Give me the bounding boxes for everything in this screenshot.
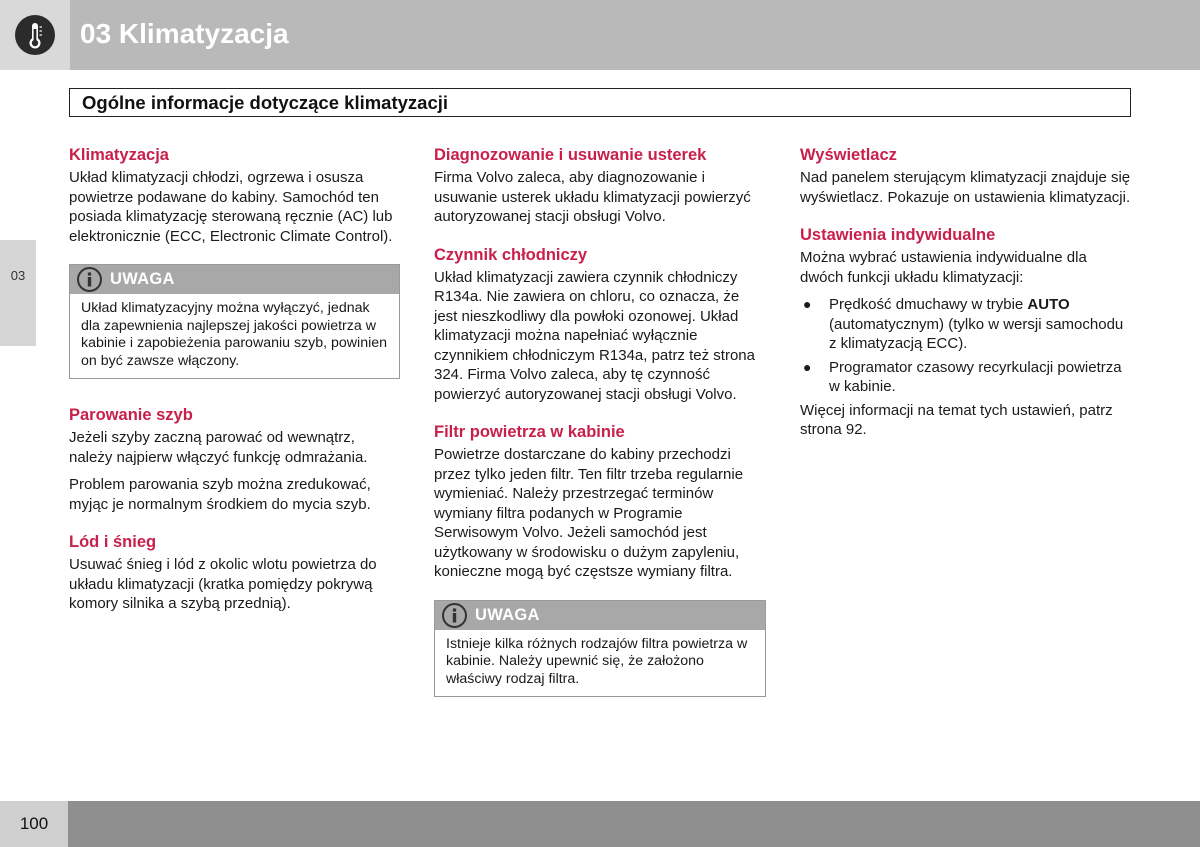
footer-band [0,801,1200,847]
note-label-1: UWAGA [110,270,175,288]
note-box-1 [69,264,400,379]
auto-mode-label: AUTO [1027,296,1070,313]
chapter-side-tab [0,240,36,346]
column-2 [434,145,766,697]
page-number: 100 [19,814,49,833]
heading-klimatyzacja: Klimatyzacja [69,146,169,164]
thermometer-icon [15,15,55,55]
column-3 [800,145,1132,440]
text-ustawienia: Można wybrać ustawienia indywidualne dla dwóch funkcji układu klimatyzacji: [800,249,1087,286]
heading-lod-i-snieg: Lód i śnieg [69,533,157,551]
text-wyswietlacz: Nad panelem sterującym klimatyzacji znajduje się wyświetlacz. Pokazuje on ustawienia klimatyzacji. [800,169,1131,206]
info-icon [76,266,103,293]
bullet-icon: ● [803,358,812,375]
note-label-2: UWAGA [475,605,540,624]
text-czynnik-chlodniczy: Układ klimatyzacji zawiera czynnik chłodniczy R134a. Nie zawiera on chloru, co oznacza, że jest nieszkodliwy dla powłoki ozonowej. Układ klimatyzacji można napełniać wyłącznie czynnikiem chłodniczym R134a, patrz też strona 324. Firma Volvo zaleca, aby tę czynność powierzyć autoryzowanej stacji obsługi Volvo. [434,268,755,403]
chapter-icon-area [0,0,70,70]
text-parowanie-1: Jeżeli szyby zaczną parować od wewnątrz, należy najpierw włączyć funkcję odmrażania. [69,429,368,466]
text-diagnozowanie: Firma Volvo zaleca, aby diagnozowanie i usuwanie usterek układu klimatyzacji powierzyć autoryzowanej stacji obsługi Volvo. [434,169,751,225]
section-title-box [69,88,1131,117]
text-lod-i-snieg: Usuwać śnieg i lód z okolic wlotu powietrza do układu klimatyzacji (kratka pomiędzy pokrywą komory silnika a szybą przednią). [69,556,377,612]
heading-czynnik-chlodniczy: Czynnik chłodniczy [434,245,588,264]
note-text-2: Istnieje kilka różnych rodzajów filtra powietrza w kabinie. Należy upewnić się, że założono właściwy rodzaj filtra. [446,635,748,687]
note-header-1 [70,265,399,294]
heading-wyswietlacz: Wyświetlacz [800,146,897,164]
text-klimatyzacja: Układ klimatyzacji chłodzi, ogrzewa i osusza powietrze podawane do kabiny. Samochód ten posiada klimatyzację sterowaną ręcznie (AC) lub elektronicznie (ECC, Electronic Climate Control). [69,169,393,245]
info-icon [441,602,468,629]
bullet-icon: ● [803,296,812,312]
list-item: ● Prędkość dmuchawy w trybie AUTO (automatycznym) (tylko w wersji samochodu z klimatyzacją ECC). [803,296,1124,352]
note-header-2 [435,601,765,630]
text-filtr-powietrza: Powietrze dostarczane do kabiny przechodzi przez tylko jeden filtr. Ten filtr trzeba regularnie wymieniać. Należy przestrzegać terminów wymiany filtra podanych w Programie Serwisowym Volvo. Jeżeli samochód jest użytkowany w środowisku o dużym zapyleniu, konieczne mogą być częstsze wymiany filtra. [434,446,744,580]
settings-list [800,295,1132,397]
heading-diagnozowanie: Diagnozowanie i usuwanie usterek [434,146,707,164]
chapter-title: 03 Klimatyzacja [80,18,289,49]
text-parowanie-2: Problem parowania szyb można zredukować, myjąc je normalnym środkiem do mycia szyb. [69,476,371,513]
note-box-2 [434,600,766,698]
section-title: Ogólne informacje dotyczące klimatyzacji [82,92,449,113]
header-band [0,0,1200,70]
note-text-1: Układ klimatyzacyjny można wyłączyć, jednak dla zapewnienia najlepszej jakości powietrza w kabinie i zapobieżenia parowaniu szyb, powinien on być zawsze włączony. [81,300,388,369]
heading-parowanie-szyb: Parowanie szyb [69,406,193,424]
column-1 [69,145,400,614]
page-number-box [0,801,68,847]
heading-filtr-powietrza: Filtr powietrza w kabinie [434,423,625,441]
list-item: ● Programator czasowy recyrkulacji powietrza w kabinie. [803,358,1122,395]
text-wiecej-informacji: Więcej informacji na temat tych ustawień, patrz strona 92. [800,401,1113,438]
side-tab-label: 03 [10,268,26,283]
heading-ustawienia-indywidualne: Ustawienia indywidualne [800,226,996,244]
